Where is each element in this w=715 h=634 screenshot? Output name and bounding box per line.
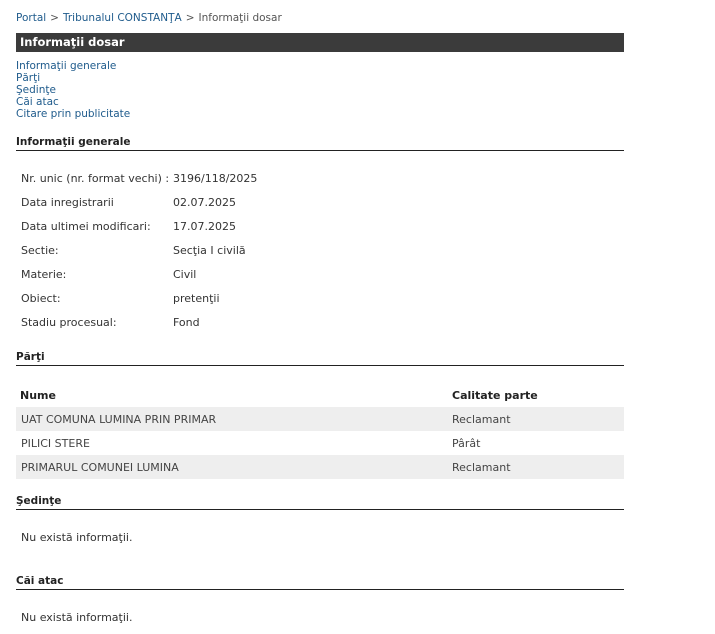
section-nav — [16, 60, 130, 120]
info-label: Nr. unic (nr. format vechi) : — [21, 172, 170, 185]
info-label: Data ultimei modificari: — [21, 220, 151, 233]
cai-atac-empty-message: Nu există informaţii. — [21, 611, 133, 624]
nav-link-cai-atac[interactable]: Căi atac — [16, 96, 59, 108]
breadcrumb-court-link[interactable]: Tribunalul CONSTANŢA — [62, 12, 182, 24]
party-name: PRIMARUL COMUNEI LUMINA — [16, 455, 452, 479]
table-row — [16, 407, 624, 431]
info-value: 17.07.2025 — [173, 220, 236, 233]
info-value: pretenţii — [173, 292, 220, 305]
breadcrumb-separator: > — [185, 12, 195, 24]
table-row — [16, 431, 624, 455]
party-role: Reclamant — [452, 407, 624, 431]
info-label: Materie: — [21, 268, 67, 281]
party-role: Reclamant — [452, 455, 624, 479]
table-row — [16, 455, 624, 479]
parti-table — [16, 383, 624, 479]
info-label: Stadiu procesual: — [21, 316, 117, 329]
nav-link-sedinte[interactable]: Şedinţe — [16, 84, 56, 96]
breadcrumb — [16, 12, 282, 24]
nav-link-informatii-generale[interactable]: Informaţii generale — [16, 60, 117, 72]
section-heading-cai-atac: Căi atac — [16, 575, 624, 590]
nav-link-citare-prin-publicitate[interactable]: Citare prin publicitate — [16, 108, 131, 120]
nav-link-parti[interactable]: Părţi — [16, 72, 41, 84]
sedinte-empty-message: Nu există informaţii. — [21, 531, 133, 544]
breadcrumb-separator: > — [50, 12, 59, 24]
info-value: Civil — [173, 268, 197, 281]
info-value: 3196/118/2025 — [173, 172, 258, 185]
breadcrumb-current: Informaţii dosar — [198, 12, 282, 24]
section-heading-informatii-generale: Informaţii generale — [16, 136, 624, 151]
column-header-nume: Nume — [20, 388, 56, 402]
party-name: UAT COMUNA LUMINA PRIN PRIMAR — [16, 407, 452, 431]
info-label: Sectie: — [21, 244, 59, 257]
party-role: Pârât — [452, 436, 481, 450]
table-header-row — [16, 383, 624, 407]
page-title: Informaţii dosar — [16, 33, 624, 52]
info-label: Obiect: — [21, 292, 61, 305]
info-value: Secţia I civilă — [173, 244, 246, 257]
breadcrumb-portal-link[interactable]: Portal — [16, 12, 47, 24]
section-heading-sedinte: Şedinţe — [16, 495, 624, 510]
column-header-calitate-parte: Calitate parte — [452, 388, 538, 402]
info-label: Data inregistrarii — [21, 196, 114, 209]
info-value: Fond — [173, 316, 200, 329]
section-heading-parti: Părţi — [16, 351, 624, 366]
info-value: 02.07.2025 — [173, 196, 236, 209]
party-name: PILICI STERE — [21, 436, 90, 450]
